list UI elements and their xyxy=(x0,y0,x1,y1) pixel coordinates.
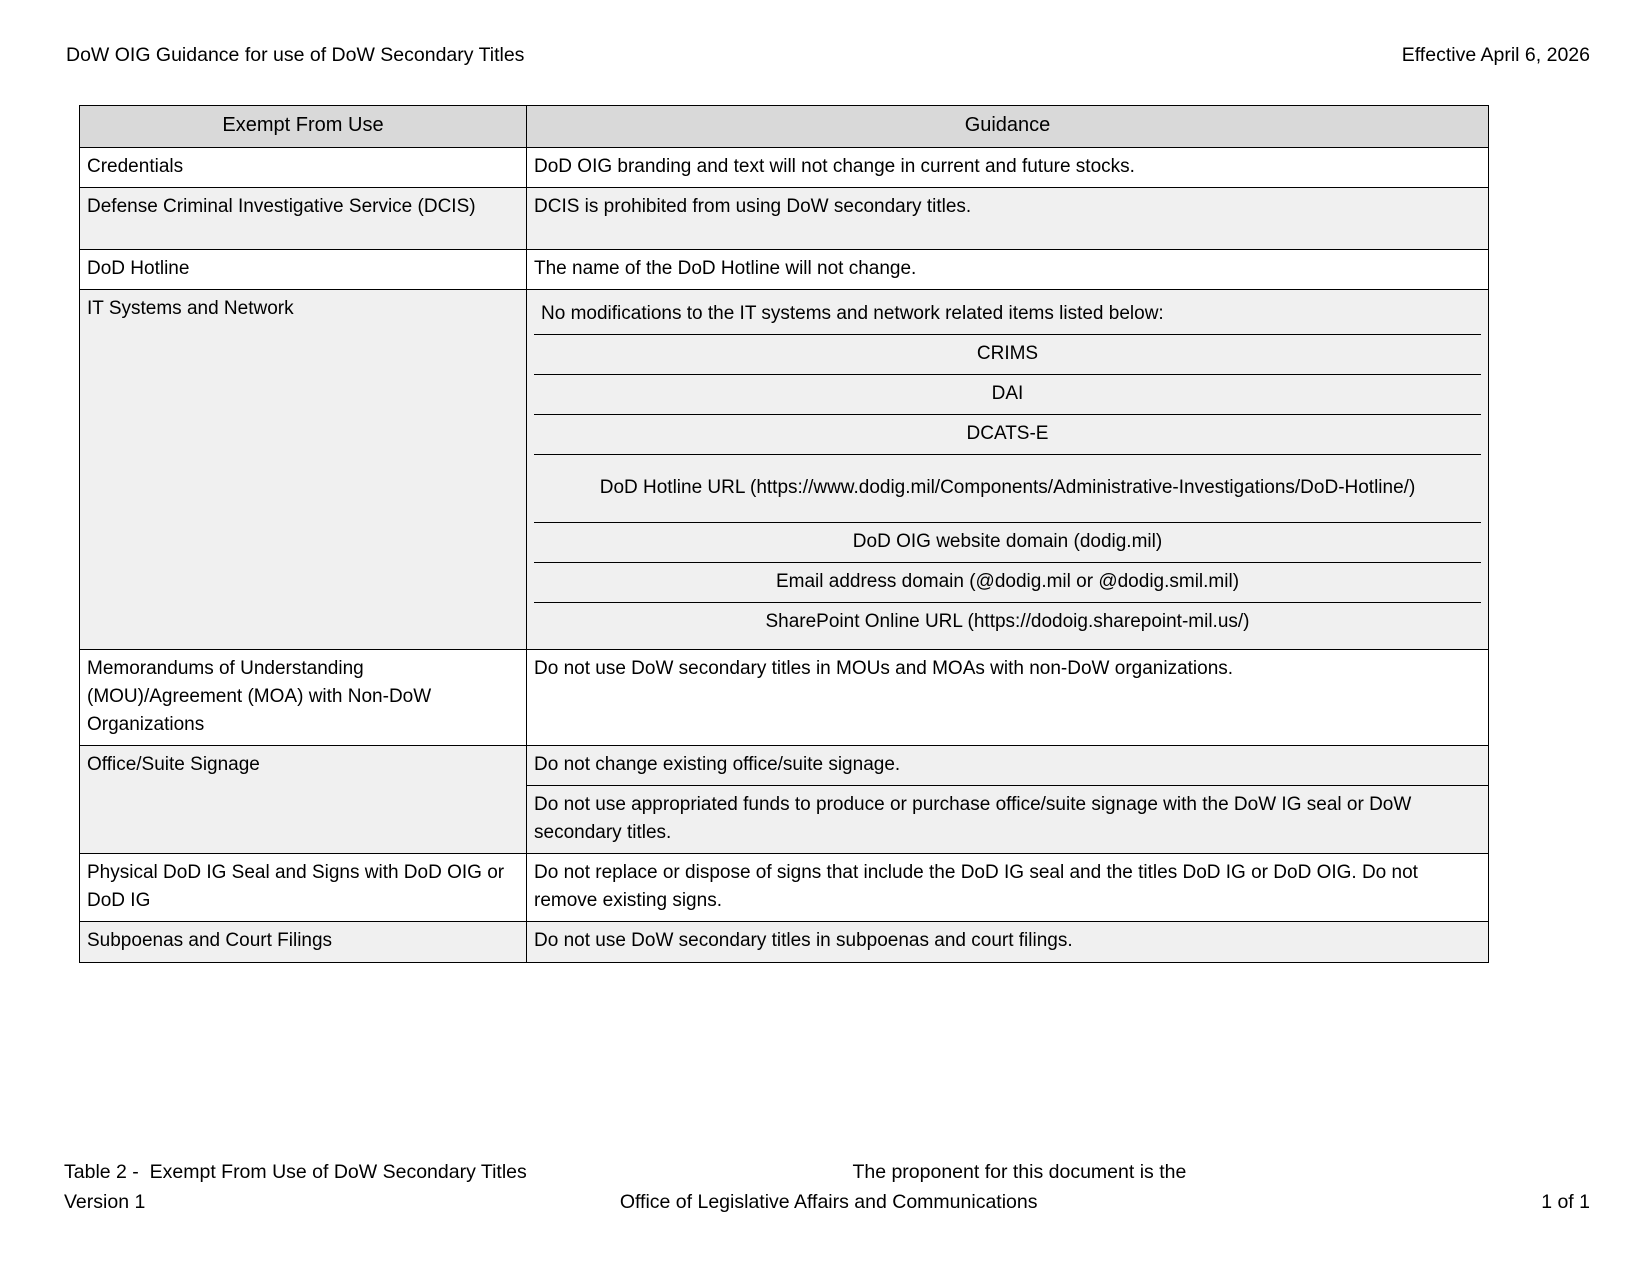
it-item-email-address-domain: Email address domain (@dodig.mil or @dodig.smil.mil) xyxy=(534,563,1481,603)
list-item xyxy=(534,455,1481,523)
table-row xyxy=(80,249,1489,289)
row-label-mou-moa: Memorandums of Understanding (MOU)/Agreement (MOA) with Non-DoW Organizations xyxy=(80,649,527,745)
header-title: DoW OIG Guidance for use of DoW Secondary Titles xyxy=(66,44,525,66)
row-guidance-office-suite-signage-b: Do not use appropriated funds to produce or purchase office/suite signage with the DoW IG seal or DoW secondary titles. xyxy=(527,786,1489,854)
table-row xyxy=(80,289,1489,649)
list-item xyxy=(534,603,1481,643)
table-row xyxy=(80,922,1489,962)
document-footer xyxy=(64,1157,1590,1217)
row-guidance-office-suite-signage-a: Do not change existing office/suite signage. xyxy=(527,745,1489,785)
list-item xyxy=(534,563,1481,603)
column-header-exempt-from-use: Exempt From Use xyxy=(80,106,527,148)
row-guidance-subpoenas-and-court-filings: Do not use DoW secondary titles in subpoenas and court filings. xyxy=(527,922,1489,962)
table-head xyxy=(80,106,1489,148)
row-label-it-systems-and-network: IT Systems and Network xyxy=(80,289,527,649)
it-item-dod-oig-website-domain: DoD OIG website domain (dodig.mil) xyxy=(534,523,1481,563)
row-guidance-it-systems-and-network xyxy=(527,289,1489,649)
row-guidance-physical-seal-and-signs: Do not replace or dispose of signs that include the DoD IG seal and the titles DoD IG or DoD OIG. Do not remove existing signs. xyxy=(527,854,1489,922)
document-header xyxy=(66,44,1590,67)
it-item-dcats-e: DCATS-E xyxy=(534,415,1481,455)
footer-proponent-line-1: The proponent for this document is the xyxy=(852,1160,1187,1183)
table-row xyxy=(80,745,1489,785)
it-item-crims: CRIMS xyxy=(534,334,1481,374)
row-label-dcis: Defense Criminal Investigative Service (DCIS) xyxy=(80,187,527,249)
table-row xyxy=(80,649,1489,745)
row-label-credentials: Credentials xyxy=(80,147,527,187)
footer-row-bottom xyxy=(64,1187,1590,1217)
list-item xyxy=(534,415,1481,455)
row-guidance-mou-moa: Do not use DoW secondary titles in MOUs and MOAs with non-DoW organizations. xyxy=(527,649,1489,745)
it-systems-lead-text: No modifications to the IT systems and network related items listed below: xyxy=(534,295,1481,335)
table-header-row xyxy=(80,106,1489,148)
row-label-dod-hotline: DoD Hotline xyxy=(80,249,527,289)
row-label-physical-seal-and-signs: Physical DoD IG Seal and Signs with DoD OIG or DoD IG xyxy=(80,854,527,922)
footer-table-caption: Table 2 - Exempt From Use of DoW Secondary Titles xyxy=(64,1160,527,1183)
table-row xyxy=(80,187,1489,249)
exempt-from-use-table-wrapper xyxy=(79,105,1488,963)
table-row xyxy=(80,147,1489,187)
list-item xyxy=(534,523,1481,563)
header-effective-date: Effective April 6, 2026 xyxy=(1401,44,1590,66)
it-item-dai: DAI xyxy=(534,375,1481,415)
exempt-from-use-table xyxy=(79,105,1489,963)
row-label-office-suite-signage: Office/Suite Signage xyxy=(80,745,527,853)
it-item-dod-hotline-url: DoD Hotline URL (https://www.dodig.mil/Components/Administrative-Investigations/DoD-Hotline/) xyxy=(534,455,1481,523)
row-guidance-credentials: DoD OIG branding and text will not change in current and future stocks. xyxy=(527,147,1489,187)
row-guidance-dcis: DCIS is prohibited from using DoW secondary titles. xyxy=(527,187,1489,249)
footer-row-top xyxy=(64,1157,1590,1187)
footer-proponent-line-2: Office of Legislative Affairs and Communications xyxy=(619,1190,1038,1213)
list-item xyxy=(534,375,1481,415)
column-header-guidance: Guidance xyxy=(527,106,1489,148)
footer-version: Version 1 xyxy=(64,1190,146,1213)
list-item xyxy=(534,295,1481,335)
table-body xyxy=(80,147,1489,962)
footer-page-number: 1 of 1 xyxy=(1541,1190,1590,1213)
list-item xyxy=(534,334,1481,374)
row-label-subpoenas-and-court-filings: Subpoenas and Court Filings xyxy=(80,922,527,962)
it-item-sharepoint-online-url: SharePoint Online URL (https://dodoig.sharepoint-mil.us/) xyxy=(534,603,1481,643)
table-row xyxy=(80,854,1489,922)
row-guidance-dod-hotline: The name of the DoD Hotline will not change. xyxy=(527,249,1489,289)
it-systems-item-list xyxy=(534,295,1481,643)
